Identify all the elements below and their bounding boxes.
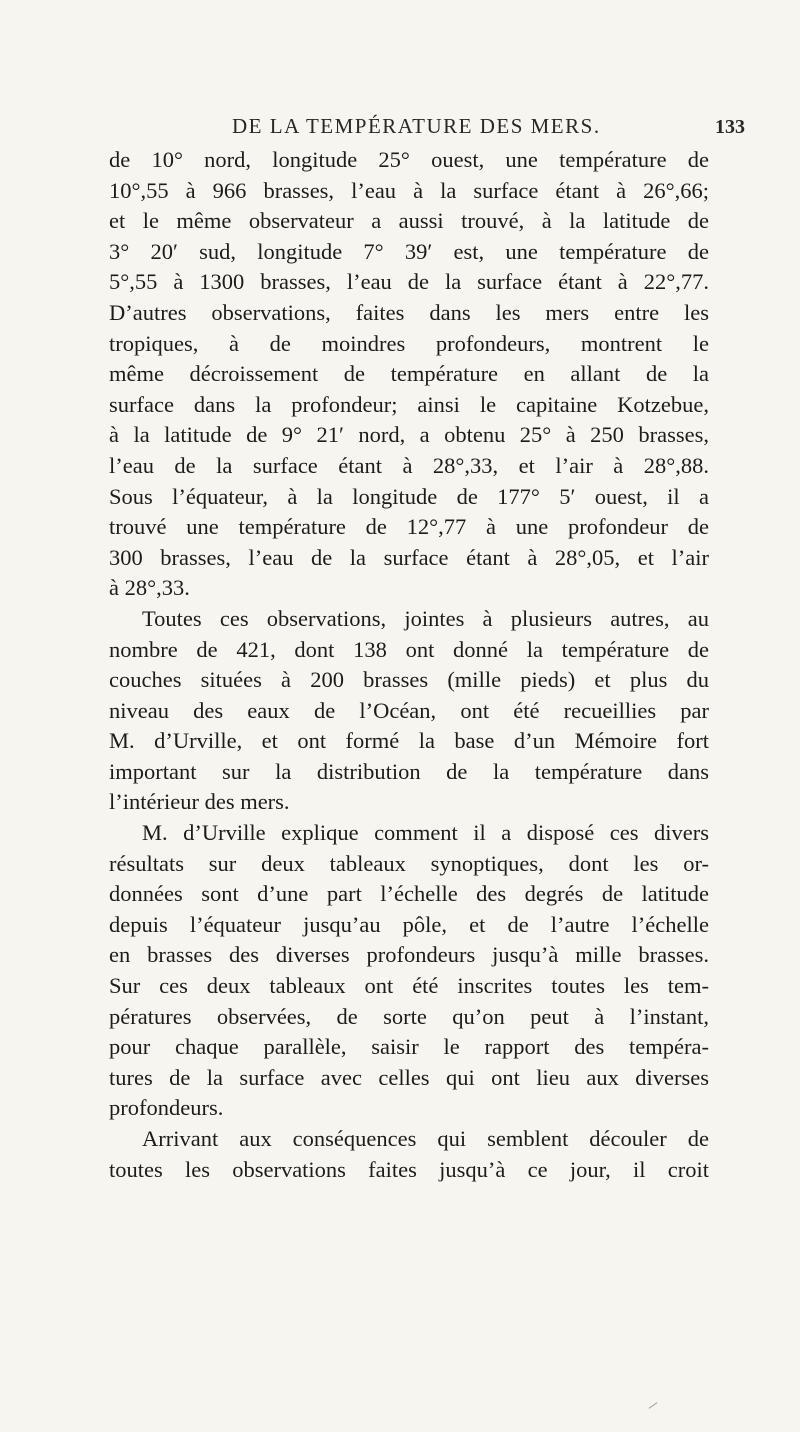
text-line: à la latitude de 9° 21′ nord, a obtenu 25° à 250 brasses,: [109, 422, 709, 448]
text-line: en brasses des diverses profondeurs jusqu’à mille brasses.: [109, 942, 709, 968]
text-line: Sous l’équateur, à la longitude de 177° 5′ ouest, il a: [109, 483, 709, 509]
text-line: résultats sur deux tableaux synoptiques, dont les or-: [109, 850, 709, 876]
paragraph-start-line: Arrivant aux conséquences qui semblent découler de: [142, 1126, 709, 1151]
text-line: 3° 20′ sud, longitude 7° 39′ est, une température de: [109, 238, 709, 264]
paragraph-end-line: profondeurs.: [109, 1095, 224, 1121]
text-line: couches situées à 200 brasses (mille pieds) et plus du: [109, 667, 709, 693]
text-line: trouvé une température de 12°,77 à une profondeur de: [109, 514, 709, 540]
running-header: [0, 114, 800, 146]
text-line: important sur la distribution de la température dans: [109, 758, 709, 784]
paragraph-start-line: Toutes ces observations, jointes à plusieurs autres, au: [142, 605, 709, 631]
text-line: pératures observées, de sorte qu’on peut à l’instant,: [109, 1003, 709, 1029]
text-line: D’autres observations, faites dans les mers entre les: [109, 299, 709, 325]
text-line: 5°,55 à 1300 brasses, l’eau de la surface étant à 22°,77.: [109, 269, 709, 295]
text-line: pour chaque parallèle, saisir le rapport des tempéra-: [109, 1034, 709, 1060]
running-title: DE LA TEMPÉRATURE DES MERS.: [232, 114, 601, 138]
text-line: 300 brasses, l’eau de la surface étant à 28°,05, et l’air: [109, 544, 709, 570]
text-line: tropiques, à de moindres profondeurs, montrent le: [109, 330, 709, 356]
text-line: même décroissement de température en allant de la: [109, 361, 709, 387]
text-line: toutes les observations faites jusqu’à ce jour, il croit: [109, 1156, 709, 1182]
paragraph-end-line: à 28°,33.: [109, 575, 190, 601]
paragraph-end-line: l’intérieur des mers.: [109, 789, 290, 815]
text-line: tures de la surface avec celles qui ont lieu aux diverses: [109, 1064, 709, 1090]
body-text: [109, 145, 709, 1185]
text-line: surface dans la profondeur; ainsi le capitaine Kotzebue,: [109, 391, 709, 417]
text-line: et le même observateur a aussi trouvé, à la latitude de: [109, 208, 709, 234]
page-number: 133: [715, 116, 745, 138]
text-line: M. d’Urville, et ont formé la base d’un Mémoire fort: [109, 728, 709, 754]
text-line: 10°,55 à 966 brasses, l’eau à la surface étant à 26°,66;: [109, 177, 709, 203]
text-line: depuis l’équateur jusqu’au pôle, et de l’autre l’échelle: [109, 911, 709, 937]
text-line: niveau des eaux de l’Océan, ont été recueillies par: [109, 697, 709, 723]
text-line: Sur ces deux tableaux ont été inscrites toutes les tem-: [109, 973, 709, 999]
text-line: données sont d’une part l’échelle des degrés de latitude: [109, 881, 709, 907]
text-line: nombre de 421, dont 138 ont donné la température de: [109, 636, 709, 662]
text-line: l’eau de la surface étant à 28°,33, et l’air à 28°,88.: [109, 452, 709, 478]
text-line: de 10° nord, longitude 25° ouest, une température de: [109, 147, 709, 172]
paragraph-start-line: M. d’Urville explique comment il a disposé ces divers: [142, 820, 709, 846]
paper-blemish: [649, 1402, 658, 1409]
